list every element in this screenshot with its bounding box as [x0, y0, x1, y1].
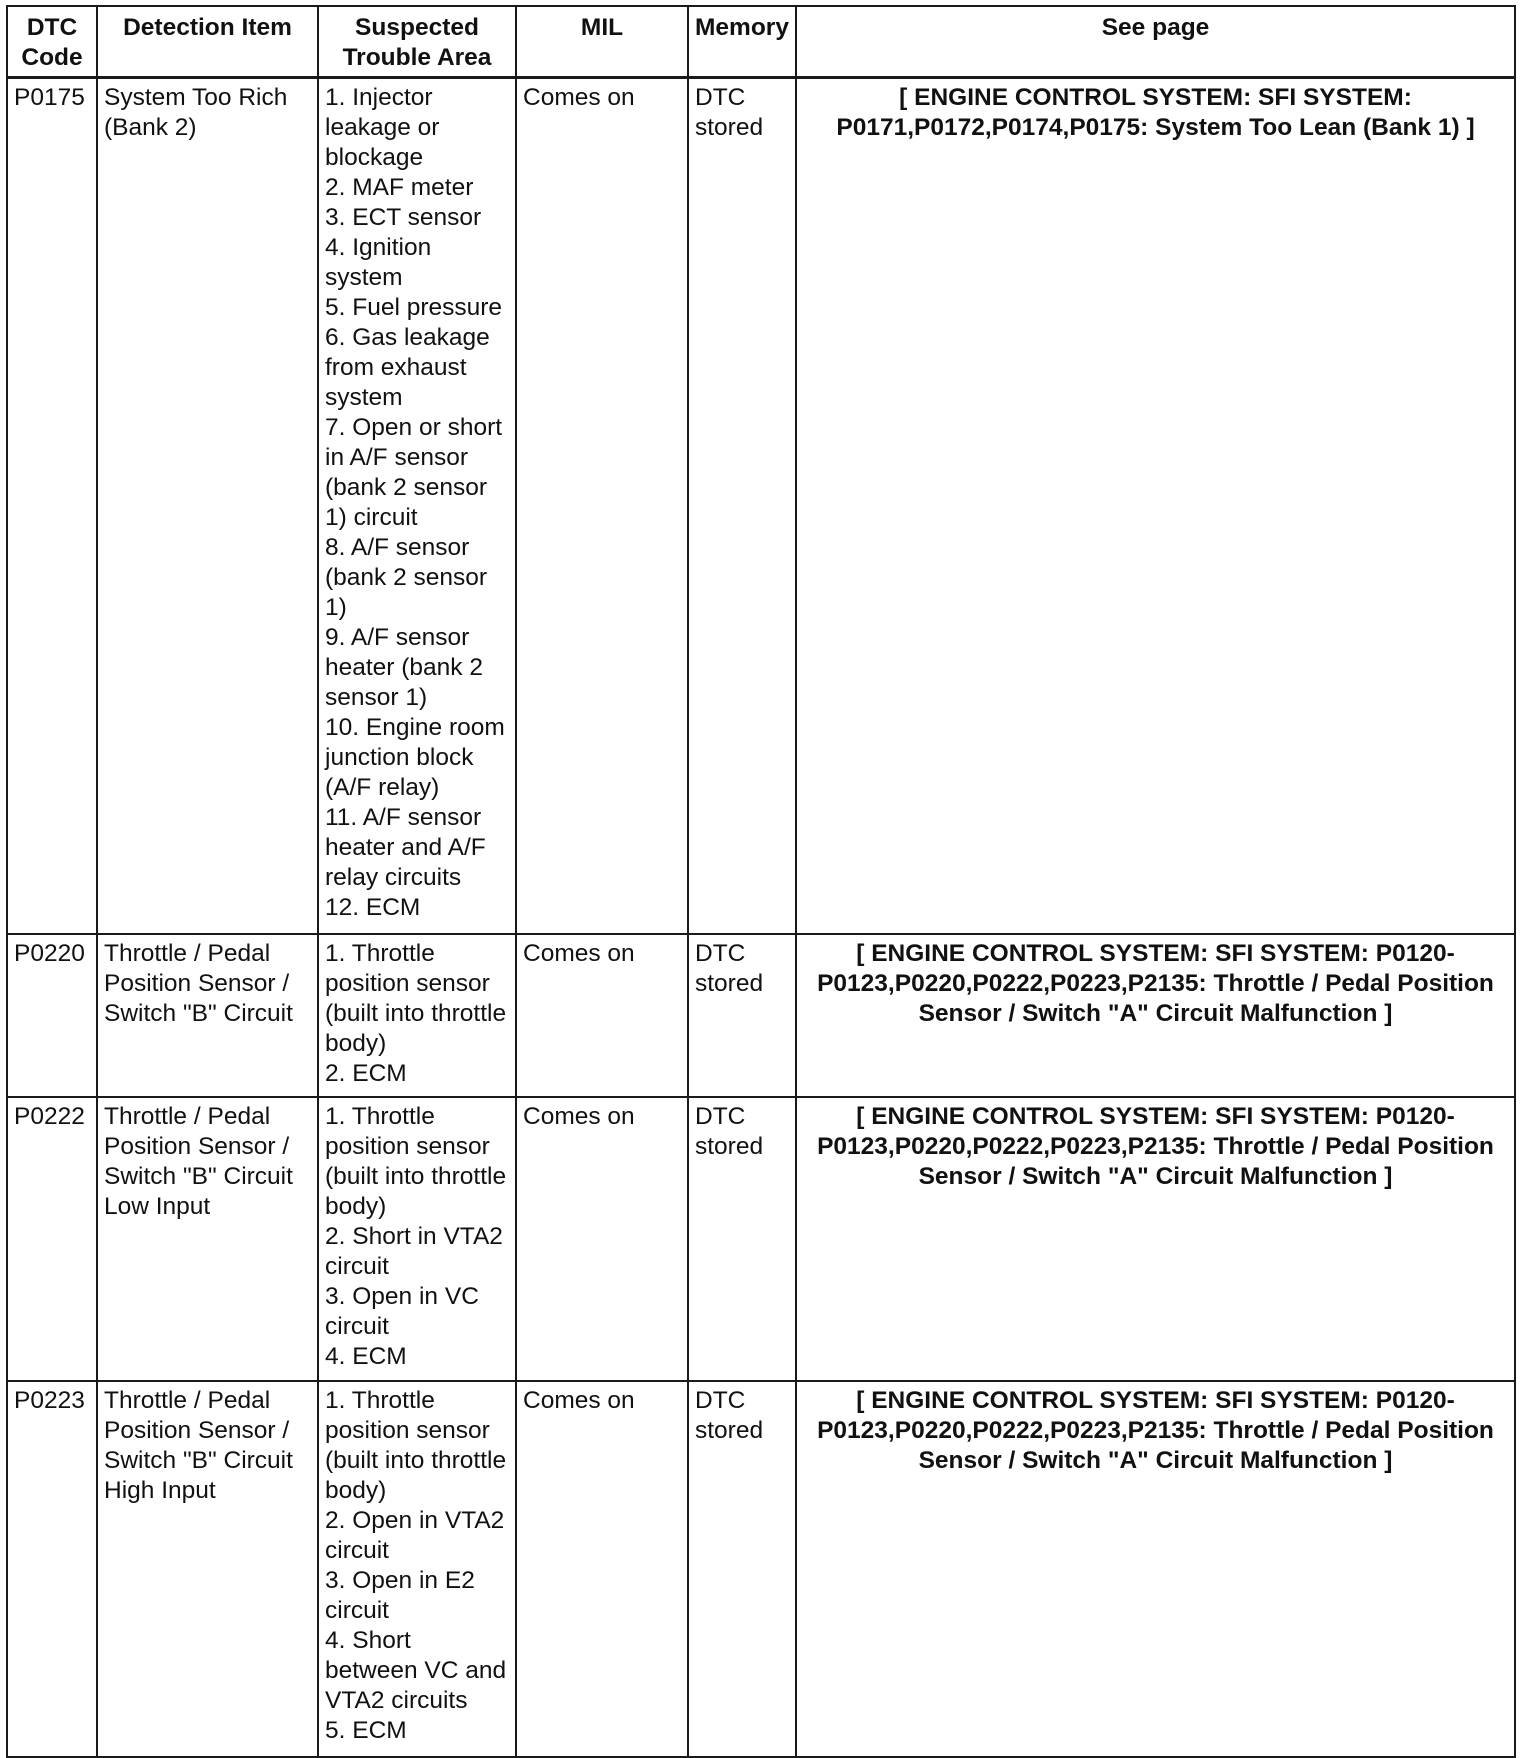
header-row	[7, 6, 1515, 78]
trouble-area-item: 9. A/F sensor heater (bank 2 sensor 1)	[325, 624, 483, 711]
trouble-area-item: 4. Ignition system	[325, 234, 432, 291]
mil-cell: Comes on	[516, 78, 688, 934]
header-detection-item: Detection Item	[97, 6, 318, 78]
detection-item-cell: Throttle / Pedal Position Sensor / Switch "B" Circuit High Input	[97, 1381, 318, 1757]
suspected-trouble-area-cell	[318, 78, 516, 934]
table-row	[7, 1097, 1515, 1381]
trouble-area-item: 10. Engine room junction block (A/F relay)	[325, 714, 505, 801]
detection-item-cell: Throttle / Pedal Position Sensor / Switch "B" Circuit	[97, 934, 318, 1097]
trouble-area-item: 2. Short in VTA2 circuit	[325, 1222, 503, 1280]
trouble-area-item: 8. A/F sensor (bank 2 sensor 1)	[325, 534, 488, 621]
detection-item-cell: System Too Rich (Bank 2)	[97, 78, 318, 934]
trouble-area-item: 4. Short between VC and VTA2 circuits	[325, 1626, 507, 1714]
dtc-code-cell: P0222	[7, 1097, 97, 1381]
trouble-area-item: 2. MAF meter	[325, 174, 474, 201]
mil-cell: Comes on	[516, 934, 688, 1097]
dtc-table	[6, 5, 1516, 1758]
table-header	[7, 6, 1515, 78]
trouble-area-item: 2. Open in VTA2 circuit	[325, 1506, 505, 1564]
header-memory: Memory	[688, 6, 796, 78]
mil-cell: Comes on	[516, 1381, 688, 1757]
table-row	[7, 934, 1515, 1097]
table-body	[7, 78, 1515, 1757]
trouble-area-item: 3. ECT sensor	[325, 204, 482, 231]
header-see-page: See page	[796, 6, 1515, 78]
dtc-code-cell: P0220	[7, 934, 97, 1097]
suspected-trouble-area-cell	[318, 1381, 516, 1757]
memory-cell: DTC stored	[688, 934, 796, 1097]
trouble-area-item: 2. ECM	[325, 1059, 407, 1087]
trouble-area-item: 7. Open or short in A/F sensor (bank 2 sensor 1) circuit	[325, 414, 503, 531]
trouble-area-item: 5. ECM	[325, 1716, 407, 1744]
header-mil: MIL	[516, 6, 688, 78]
suspected-trouble-area-cell	[318, 1097, 516, 1381]
trouble-area-item: 6. Gas leakage from exhaust system	[325, 324, 490, 411]
trouble-area-item: 12. ECM	[325, 894, 421, 921]
see-page-link[interactable]: [ ENGINE CONTROL SYSTEM: SFI SYSTEM: P0120-P0123,P0220,P0222,P0223,P2135: Throttle / Pedal Position Sensor / Switch "A" Circuit Malfunction ]	[796, 1381, 1515, 1757]
trouble-area-item: 1. Throttle position sensor (built into throttle body)	[325, 1386, 507, 1504]
mil-cell: Comes on	[516, 1097, 688, 1381]
header-dtc-code: DTC Code	[7, 6, 97, 78]
suspected-trouble-area-cell	[318, 934, 516, 1097]
memory-cell: DTC stored	[688, 78, 796, 934]
detection-item-cell: Throttle / Pedal Position Sensor / Switch "B" Circuit Low Input	[97, 1097, 318, 1381]
see-page-link[interactable]: [ ENGINE CONTROL SYSTEM: SFI SYSTEM: P0171,P0172,P0174,P0175: System Too Lean (Bank 1) ]	[796, 78, 1515, 934]
dtc-code-cell: P0175	[7, 78, 97, 934]
trouble-area-item: 1. Throttle position sensor (built into throttle body)	[325, 1102, 507, 1220]
trouble-area-item: 3. Open in E2 circuit	[325, 1566, 475, 1624]
trouble-area-item: 4. ECM	[325, 1342, 407, 1370]
see-page-link[interactable]: [ ENGINE CONTROL SYSTEM: SFI SYSTEM: P0120-P0123,P0220,P0222,P0223,P2135: Throttle / Pedal Position Sensor / Switch "A" Circuit Malfunction ]	[796, 934, 1515, 1097]
trouble-area-item: 1. Throttle position sensor (built into throttle body)	[325, 939, 507, 1057]
trouble-area-item: 3. Open in VC circuit	[325, 1282, 479, 1340]
trouble-area-item: 11. A/F sensor heater and A/F relay circuits	[325, 804, 486, 891]
memory-cell: DTC stored	[688, 1097, 796, 1381]
table-row	[7, 78, 1515, 934]
see-page-link[interactable]: [ ENGINE CONTROL SYSTEM: SFI SYSTEM: P0120-P0123,P0220,P0222,P0223,P2135: Throttle / Pedal Position Sensor / Switch "A" Circuit Malfunction ]	[796, 1097, 1515, 1381]
header-suspected-trouble-area: Suspected Trouble Area	[318, 6, 516, 78]
trouble-area-item: 1. Injector leakage or blockage	[325, 84, 440, 171]
dtc-code-cell: P0223	[7, 1381, 97, 1757]
memory-cell: DTC stored	[688, 1381, 796, 1757]
trouble-area-item: 5. Fuel pressure	[325, 294, 503, 321]
table-row	[7, 1381, 1515, 1757]
